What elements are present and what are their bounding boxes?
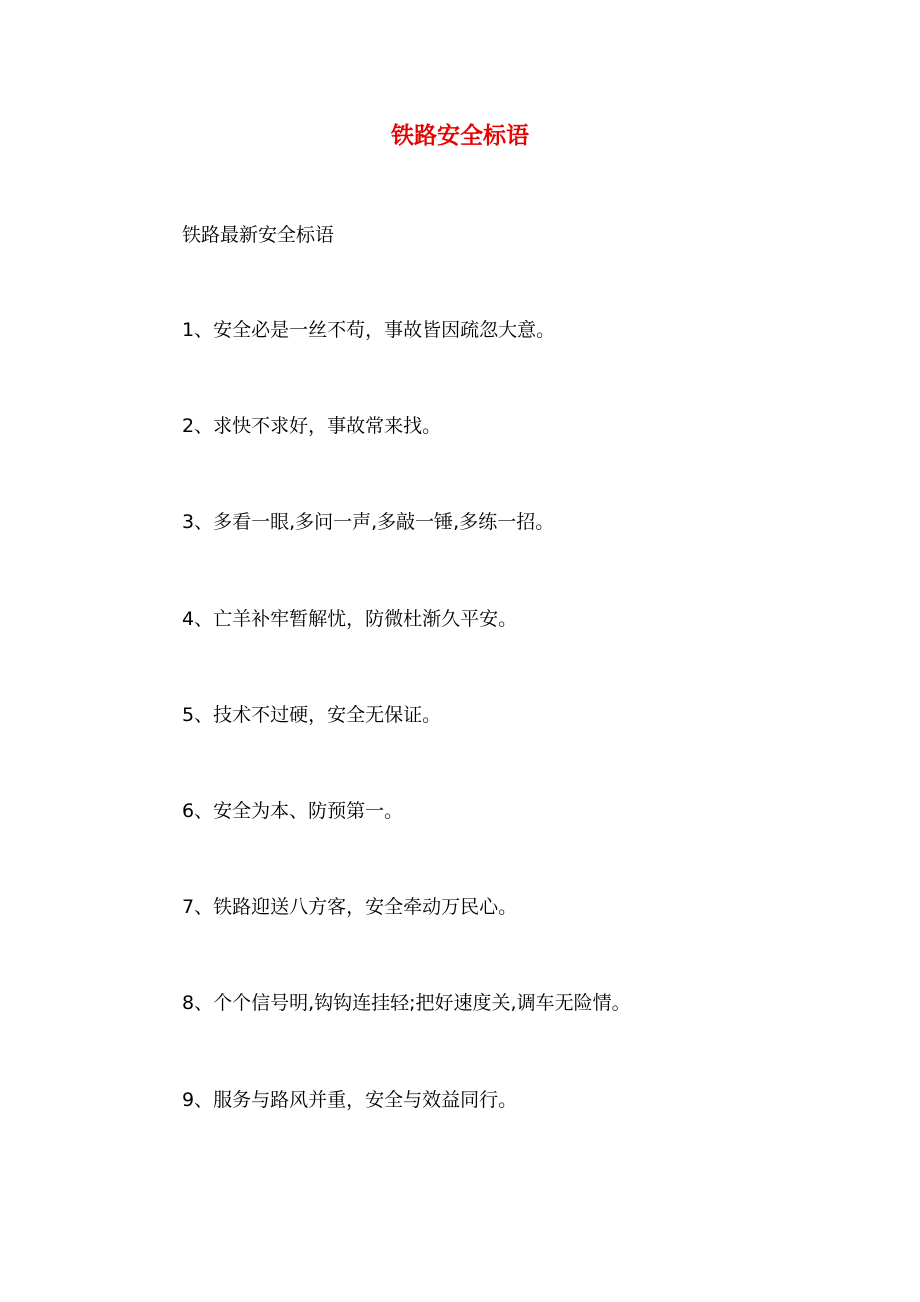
slogan-list [182,315,631,1181]
slogan-item: 1、安全必是一丝不苟，事故皆因疏忽大意。 [182,319,556,341]
document-title: 铁路安全标语 [391,123,529,149]
slogan-item: 6、安全为本、防预第一。 [182,799,404,822]
slogan-item: 5、技术不过硬，安全无保证。 [182,703,442,726]
slogan-item: 3、多看一眼,多问一声,多敲一锤,多练一招。 [182,511,555,534]
slogan-item: 4、亡羊补牢暂解忧，防微杜渐久平安。 [182,607,518,630]
slogan-item: 8、个个信号明,钩钩连挂轻;把好速度关,调车无险情。 [182,992,631,1015]
document-subtitle: 铁路最新安全标语 [182,224,335,246]
slogan-item: 7、铁路迎送八方客，安全牵动万民心。 [182,896,518,919]
slogan-item: 2、求快不求好，事故常来找。 [182,415,442,438]
slogan-item: 9、服务与路风并重，安全与效益同行。 [182,1088,518,1111]
